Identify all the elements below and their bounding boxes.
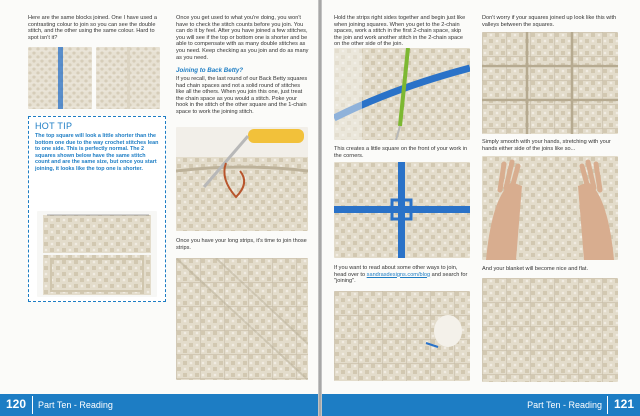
photo-long-strips (176, 258, 308, 380)
photo-hands-smoothing (482, 156, 618, 260)
right-footer-label: Part Ten - Reading (527, 400, 602, 410)
right-col2-intro: Don't worry if your squares joined up look like this with valleys between the squares. (482, 15, 617, 28)
right-col1-text2-suffix: and search for "joining". (334, 271, 468, 285)
left-page (0, 0, 318, 416)
left-page-number: 120 (6, 397, 27, 411)
right-footer (322, 394, 640, 416)
photo-blanket-with-hook (334, 291, 470, 381)
photo-strips-hook-blue (334, 48, 470, 140)
photo-joined-blue-seam (28, 47, 92, 109)
left-col2-text1: Once you get used to what you're doing, you won't have to check the stitch counts before you join. You can do it by feel. After you have joined a few stitches, you will see if the top or bottom one is shorter and be able to compensate with as many double stitches as you need. Keep checking as you join and do as many as you need. (176, 15, 309, 61)
right-page (322, 0, 640, 416)
left-col2-heading: Joining to Back Betty? (176, 67, 244, 74)
right-page-number: 121 (613, 397, 634, 411)
right-col2-text1: Simply smooth with your hands, stretching with your hands either side of the joins like so... (482, 139, 611, 152)
left-footer-divider (32, 396, 33, 414)
right-col1-caption: This creates a little square on the front of your work in the corners. (334, 146, 468, 159)
right-footer-divider (607, 396, 608, 414)
left-col1-intro: Here are the same blocks joined. One I have used a contrasting colour to join so you can see the double stitch, and the other using the same colour. Hard to spot isn't it? (28, 15, 158, 41)
hot-tip-body: The top square will look a little shorter than the bottom one due to the way crochet stitches lean to one side. This is perfectly normal. The 2 squares shown below have the same stitch count and are the same size, but once you start joining, it looks like the top one is shorter. (35, 133, 159, 172)
hot-tip-title: HOT TIP (35, 121, 73, 131)
left-footer-label: Part Ten - Reading (38, 400, 113, 410)
sandrasdesigns-link[interactable]: sandrasdesigns.com/blog (366, 271, 431, 278)
photo-corner-join-square (334, 162, 470, 258)
left-col2-text2: If you recall, the last round of our Back Betty squares had chain spaces and not a solid round of stitches like all the others. When you join this one, just treat the chain space as you would a stitch. Poke your hook in the stitch of the other square and the 1-chain space to work the joining stitch. (176, 76, 308, 115)
photo-joined-same-colour (96, 47, 160, 109)
right-col2-text2: And your blanket will become nice and flat. (482, 266, 589, 272)
right-col1-text2-prefix: If you want to read about some other ways to join, head over to (334, 265, 458, 278)
photo-flat-blanket (482, 278, 618, 382)
left-col2-caption: Once you have your long strips, it's time to join those strips. (176, 238, 307, 251)
photo-two-squares-stacked (37, 211, 157, 297)
photo-hook-joining (176, 127, 308, 231)
photo-valleys-between-squares (482, 32, 618, 134)
right-col1-text1: Hold the strips right sides together and begin just like when joining squares. When you get to the 2-chain spaces, work a stitch in the first 2-chain space, skip the join and work another stitch in the 2-chain space on the other side of the join. (334, 15, 466, 48)
hot-tip-box (28, 116, 166, 302)
left-footer (0, 394, 318, 416)
right-col1-text2 (334, 265, 470, 285)
